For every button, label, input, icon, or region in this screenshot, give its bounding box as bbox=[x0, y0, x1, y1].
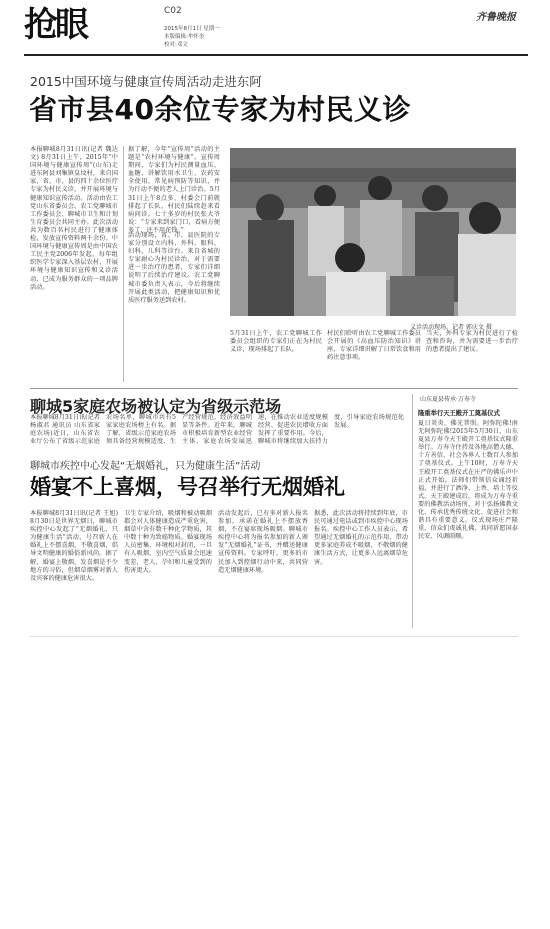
story1-caption-col3: 当天，外科专家为村民进行了检查和咨询，并为需要进一步治疗的患者提出了建议。 bbox=[426, 330, 518, 354]
story3-kicker: 聊城市疾控中心发起“无烟婚礼，只为健康生活”活动 bbox=[30, 461, 261, 472]
story1-body-col1: 本报聊城8月31日讯(记者 魏达文) 8月31日上午，2015年“中国环境与健康宣传周”(山东)走进东阿县刘集镇皇坟村，来自国家、省、市、县的四十余位医疗专家为村民义诊，并开展环境与健康知识宣传活动。活动由农工党山东省委员会、农工党聊城市工作委员会、聊城市卫生和计划生育委员会共同主办。此次活动共为数百名村民进行了健康体检，发放宣传资料两千余份。中国环境与健康宣传周是由中国农工民主党2006年发起，每年组织医学专家深入基层农村，开展环境与健康知识宣传和义诊活动，已成为服务群众的一项品牌活动。 bbox=[30, 146, 118, 291]
masthead-rule bbox=[24, 54, 528, 56]
story2-body: 本报聊城8月31日讯(记者 杨淑君 通讯员 山东省家庭农场)近日，山东省农业厅公布了省级示范家庭农场名单，聊城市共有5家家庭农场榜上有名。据了解，省级示范家庭农场须具备经营规模适度、生产经营规范、经济效益明显等条件。近年来，聊城市积极培育新型农业经营主体，家庭农场发展迅速，在推动农业适度规模经营、促进农民增收方面发挥了重要作用。今后，聊城市将继续加大扶持力度，引导家庭农场规范化发展。 bbox=[30, 414, 404, 446]
story1-headline: 省市县40余位专家为村民义诊 bbox=[29, 93, 411, 126]
sidebar-photo-caption: 山东夏县传承·万寿寺 bbox=[420, 396, 476, 403]
proof-line: 校对:邓文 bbox=[164, 42, 188, 48]
story3-body-col2: 卫生专家介绍，吸烟和被动吸烟都会对人体健康造成严重危害，烟草中含有数千种化学物质，其中数十种为致癌物质。婚宴现场人员密集，环境相对封闭，一旦有人吸烟，室内空气质量会迅速变差，老人、孕妇和儿童受到的伤害更大。 bbox=[124, 510, 212, 574]
section-divider-1 bbox=[30, 388, 518, 389]
story1-kicker: 2015中国环境与健康宣传周活动走进东阿 bbox=[30, 74, 262, 89]
paper-name-logo: 齐鲁晚报 bbox=[476, 12, 516, 23]
editor-line: 本版编辑:牟怀奎 bbox=[164, 34, 205, 40]
masthead bbox=[0, 0, 550, 58]
story2-headline: 聊城5家庭农场被认定为省级示范场 bbox=[30, 397, 282, 416]
story3-body-col1: 本报聊城8月31日讯(记者 王旭)8月30日是世界无烟日，聊城市疾控中心发起了“无烟婚礼，只为健康生活”活动，号召新人在婚礼上不摆喜烟、不敬喜烟，倡导文明健康的婚俗新风尚。据了解，婚宴上敬烟、发喜烟是不少地方的习俗，但烟草烟雾对新人及宾客的健康危害很大。 bbox=[30, 510, 118, 582]
page-number: C02 bbox=[164, 6, 182, 16]
story3-headline: 婚宴不上喜烟，号召举行无烟婚礼 bbox=[30, 475, 345, 499]
story3-body-col3: 活动发起后，已有多对新人报名参加，承诺在婚礼上不摆放香烟，不在宴席现场吸烟。聊城市疾控中心将为报名参加的新人颁发“无烟婚礼”证书，并赠送健康宣传资料。专家呼吁，更多的市民加入到控烟行动中来，共同营造无烟健康环境。 bbox=[218, 510, 308, 574]
story3-body-col4: 据悉，此次活动将持续到年底，市民可通过电话或到市疾控中心现场报名。疾控中心工作人员表示，希望通过无烟婚礼的示范作用，带动更多家庭养成不吸烟、不敬烟的健康生活方式，让更多人远离烟草危害。 bbox=[314, 510, 408, 566]
story1-body-col2: 据了解，今年“宣传周”活动的主题是“农村环境与健康”。宣传周期间，专家们为村民测量血压、血糖，讲解饮用水卫生、农药安全使用、常见病预防等知识，并为行动不便的老人上门诊治。5月31日上午8点多，村委会门前就排起了长队，村民们陆续赶来看病问诊。七十多岁的村民张大爷说：“专家来到家门口，看病方便多了，还不用花钱。” bbox=[128, 146, 220, 234]
story1-caption-col2: 村民们聆听由农工党聊城工作委员会开展的《高血压防治知识》讲座，专家详细讲解了日常饮食和用药注意事项。 bbox=[327, 330, 421, 362]
sidebar-title: 隆重举行天王殿开工奠基仪式 bbox=[418, 410, 500, 417]
section-name: 抢眼 bbox=[24, 5, 86, 45]
main-photo bbox=[230, 148, 516, 316]
photo-illustration bbox=[230, 148, 516, 316]
date-line: 2015年8月1日 星期一 bbox=[164, 26, 220, 32]
sidebar-body: 夏日炎炎，佛光普照。阿弥陀佛!南无阿弥陀佛!2015年5月30日，山东夏县万寿寺天王殿开工奠基仪式隆重举行。万寿寺住持及各地高僧大德、十方善信、社会各界人士数百人参加了奠基仪式。上午10时，万寿寺天王殿开工奠基仪式在庄严的佛乐声中正式开始。法师们带领信众诵经祈福，并进行了洒净、上香、培土等仪式。天王殿建成后，将成为万寿寺重要的佛教活动场所，对于弘扬佛教文化、传承优秀传统文化、促进社会和谐具有重要意义。仪式现场庄严隆重，信众们虔诚礼佛，共同祈愿国泰民安、风调雨顺。 bbox=[418, 420, 518, 541]
story1-body-col3: 活动现场，省、市、县医院的专家分别设立内科、外科、眼科、妇科、儿科等诊台。来自省城的专家耐心为村民诊治，对于需要进一步治疗的患者，专家们详细说明了后续治疗建议。农工党聊城市委负责人表示，今后将继续开展此类活动，把健康知识和优质医疗服务送到农村。 bbox=[128, 232, 220, 304]
bottom-rule bbox=[30, 636, 518, 637]
story1-caption-col1: 5月31日上午，农工党聊城工作委员会组织的专家们正在为村民义诊，现场排起了长队。 bbox=[230, 330, 322, 354]
main-photo-caption: 义诊活动现场。记者 郭庆文 摄 bbox=[410, 324, 492, 331]
